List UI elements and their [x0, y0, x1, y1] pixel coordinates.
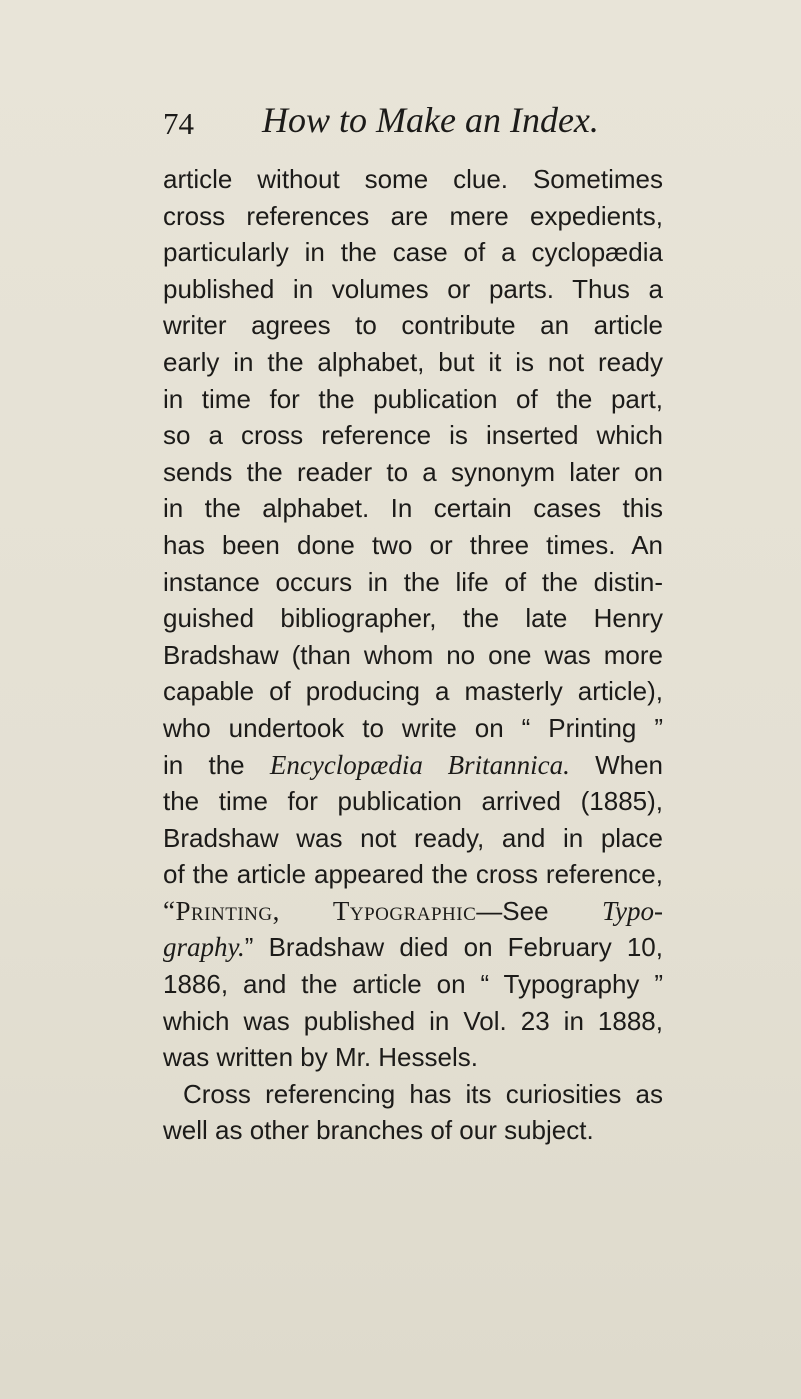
text-line	[163, 381, 663, 418]
text-line	[163, 1076, 663, 1113]
text-segment: “Printing, Typographic	[163, 895, 477, 926]
text-segment: well as other branches of our subject.	[163, 1115, 594, 1146]
text-line	[163, 1003, 663, 1040]
text-segment: capable of producing a masterly article),	[163, 676, 663, 707]
text-segment: in the	[163, 749, 270, 780]
text-line	[163, 783, 663, 820]
text-segment: which was published in Vol. 23 in 1888,	[163, 1005, 663, 1036]
text-line	[163, 490, 663, 527]
text-segment: Encyclopædia Britannica.	[269, 749, 570, 780]
text-segment: graphy.	[163, 932, 245, 963]
text-segment: article without some clue. Sometimes	[163, 164, 663, 194]
text-line	[163, 234, 663, 271]
text-segment: has been done two or three times. An	[163, 529, 663, 560]
text-segment: of the article appeared the cross reference,	[163, 859, 663, 890]
text-line	[163, 564, 663, 601]
text-segment: who undertook to write on “ Printing ”	[163, 712, 663, 743]
text-segment: early in the alphabet, but it is not ready	[163, 346, 663, 377]
text-segment: instance occurs in the life of the distin-	[163, 566, 663, 597]
text-segment: Cross referencing has its curiosities as	[183, 1078, 663, 1109]
text-segment: published in volumes or parts. Thus a	[163, 273, 663, 304]
text-line	[163, 966, 663, 1003]
text-segment: in the alphabet. In certain cases this	[163, 493, 663, 524]
text-segment: Bradshaw (than whom no one was more	[163, 639, 663, 670]
body-text	[163, 161, 663, 1149]
text-line	[163, 1039, 663, 1076]
text-line	[163, 820, 663, 857]
text-segment: Bradshaw was not ready, and in place	[163, 822, 663, 853]
text-line	[163, 856, 663, 893]
text-line	[163, 307, 663, 344]
text-segment: cross references are mere expedients,	[163, 200, 663, 231]
text-line	[163, 417, 663, 454]
running-title: How to Make an Index.	[262, 100, 599, 140]
text-segment: was written by Mr. Hessels.	[163, 1042, 478, 1073]
text-line	[163, 271, 663, 308]
text-line	[163, 161, 663, 198]
text-segment: in time for the publication of the part,	[163, 383, 663, 414]
text-line	[163, 893, 663, 930]
text-segment: writer agrees to contribute an article	[163, 310, 663, 341]
text-line	[163, 710, 663, 747]
text-segment: When	[569, 749, 663, 780]
text-line	[163, 344, 663, 381]
text-line	[163, 929, 663, 966]
text-segment: particularly in the case of a cyclopædia	[163, 237, 663, 268]
page-number: 74	[163, 106, 194, 141]
text-line	[163, 600, 663, 637]
text-line	[163, 198, 663, 235]
text-segment: Typo-	[602, 895, 663, 926]
text-segment: guished bibliographer, the late Henry	[163, 603, 663, 634]
text-line	[163, 747, 663, 784]
text-segment: ” Bradshaw died on February 10,	[244, 932, 663, 963]
text-line	[163, 1112, 663, 1149]
text-line	[163, 454, 663, 491]
text-line	[163, 527, 663, 564]
text-segment: the time for publication arrived (1885),	[163, 786, 663, 817]
page-header	[163, 100, 643, 144]
text-segment: 1886, and the article on “ Typography ”	[163, 969, 663, 1000]
text-segment: so a cross reference is inserted which	[163, 420, 663, 451]
text-segment: sends the reader to a synonym later on	[163, 456, 663, 487]
text-line	[163, 637, 663, 674]
text-segment: —See	[476, 895, 602, 926]
text-line	[163, 673, 663, 710]
